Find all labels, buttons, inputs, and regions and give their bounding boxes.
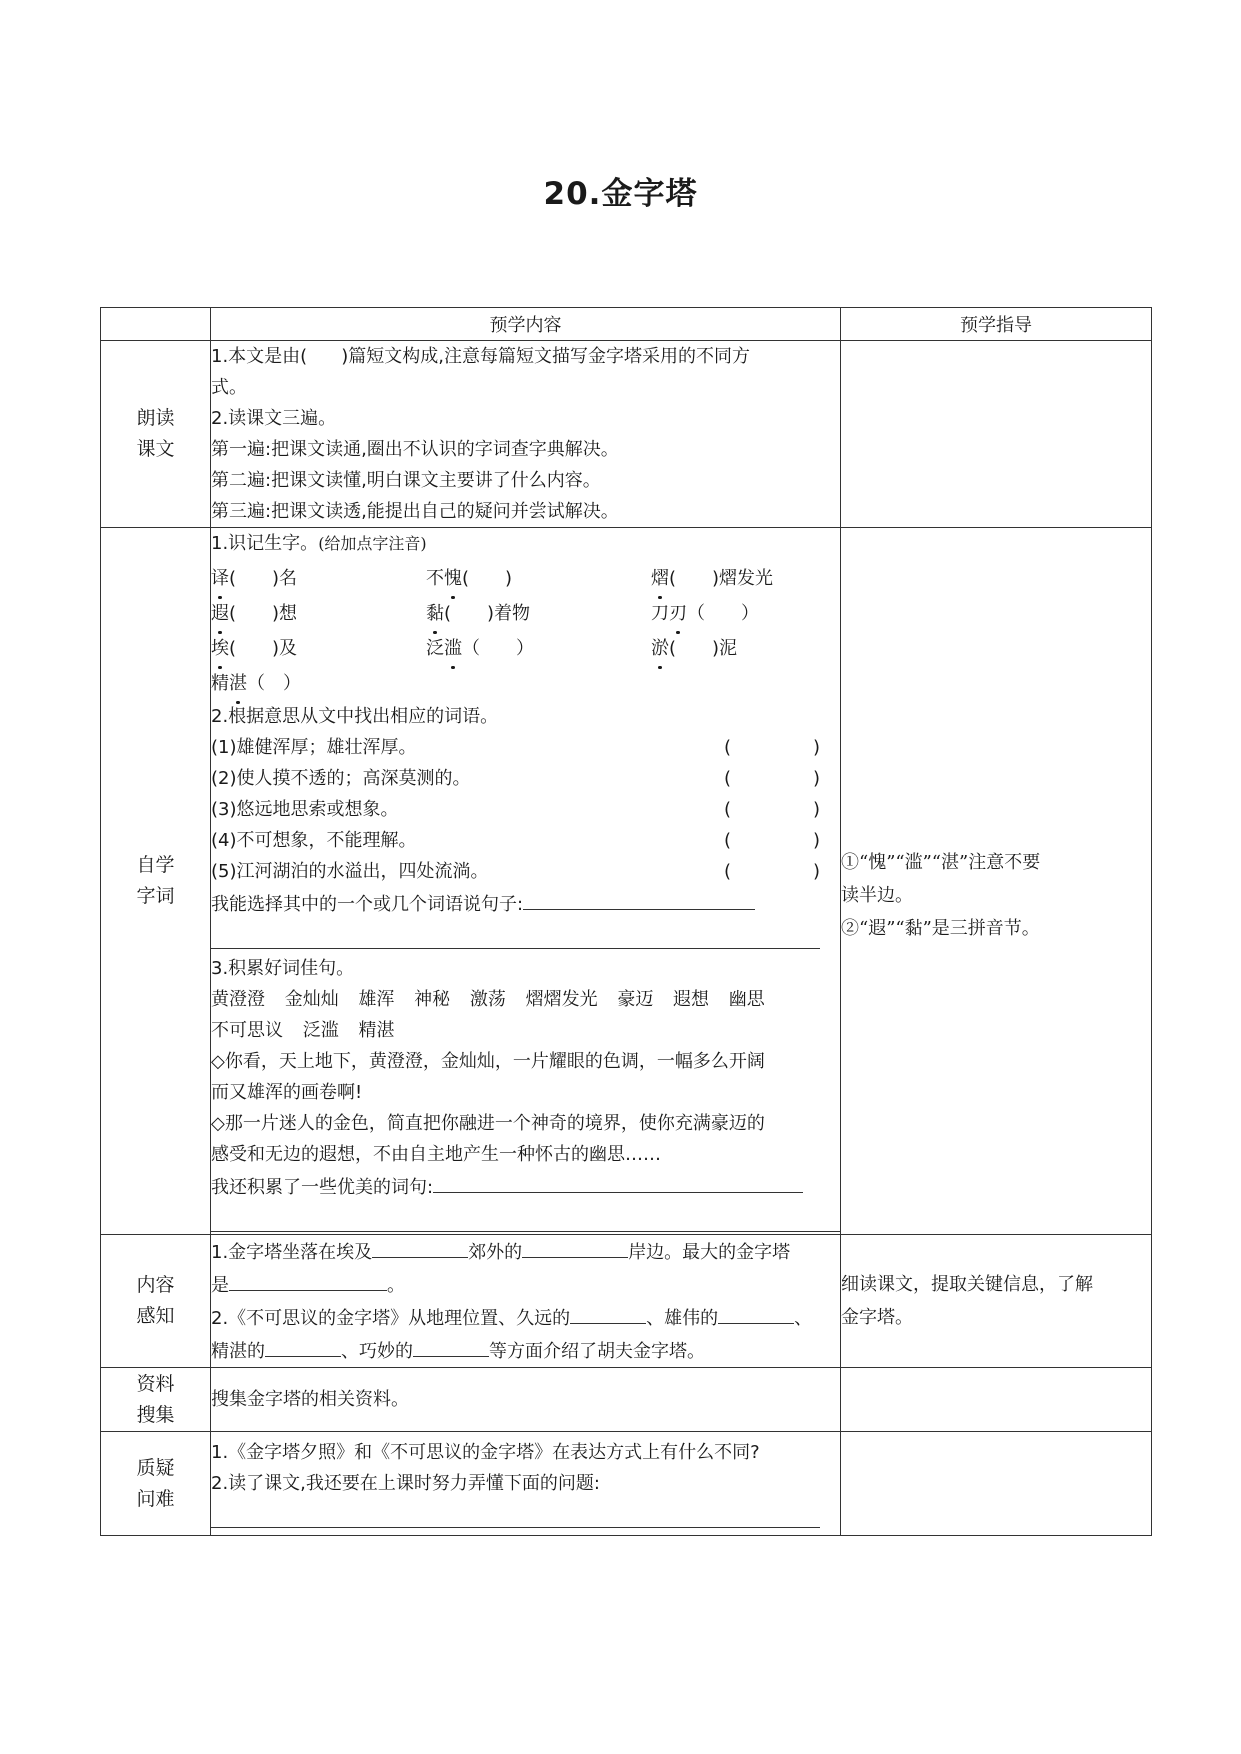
answer-paren[interactable]: ( ) [724, 799, 820, 820]
accumulate-line[interactable] [211, 1203, 840, 1232]
content-perception [211, 1235, 841, 1368]
row-questions [101, 1432, 1152, 1536]
content-line-3: 2.《不可思议的金字塔》从地理位置、久远的 、雄伟的 、 [211, 1301, 840, 1334]
row-label-reading: 朗读 课文 [101, 341, 211, 528]
material-content: 搜集金字塔的相关资料。 [211, 1368, 841, 1432]
char-item[interactable]: 淤( )泥 [651, 633, 831, 664]
char-item[interactable]: 精湛（ ） [211, 668, 426, 699]
reading-content [211, 341, 841, 528]
header-content: 预学内容 [211, 308, 841, 341]
question-line[interactable] [211, 1499, 820, 1528]
accumulate-prompt: 我还积累了一些优美的词句: [211, 1170, 840, 1203]
reading-line-1: 1.本文是由( )篇短文构成,注意每篇短文描写金字塔采用的不同方 [211, 346, 750, 367]
blank-largest[interactable] [229, 1268, 387, 1291]
reading-line-4: 第一遍:把课文读通,圈出不认识的字词查字典解决。 [211, 439, 619, 460]
char-grid [211, 563, 840, 699]
header-guide: 预学指导 [841, 308, 1152, 341]
blank-majesty[interactable] [718, 1301, 794, 1324]
quote-1-line-2: 而又雄浑的画卷啊! [211, 1082, 363, 1103]
sentence-prompt: 我能选择其中的一个或几个词语说句子: [211, 887, 840, 920]
question-2: 2.读了课文,我还要在上课时努力弄懂下面的问题: [211, 1473, 600, 1494]
quote-1-line-1: ◇你看，天上地下，黄澄澄，金灿灿，一片耀眼的色调，一幅多么开阔 [211, 1051, 765, 1072]
row-label-questions: 质疑 问难 [101, 1432, 211, 1536]
meaning-row: (1)雄健浑厚；雄壮浑厚。 ( ) [211, 732, 840, 763]
content-line-4: 精湛的 、巧妙的 等方面介绍了胡夫金字塔。 [211, 1334, 840, 1367]
content-guide: 细读课文，提取关键信息，了解 金字塔。 [841, 1235, 1152, 1368]
sentence-line[interactable] [211, 920, 820, 949]
char-item[interactable]: 埃( )及 [211, 633, 426, 664]
row-reading [101, 341, 1152, 528]
blank-exquisite[interactable] [265, 1334, 341, 1357]
meaning-row: (4)不可想象，不能理解。 ( ) [211, 825, 840, 856]
answer-paren[interactable]: ( ) [724, 768, 820, 789]
row-label-vocab: 自学 字词 [101, 528, 211, 1235]
good-words-line-1: 黄澄澄 金灿灿 雄浑 神秘 激荡 熠熠发光 豪迈 遐想 幽思 [211, 989, 765, 1010]
vocab-guide: ①“愧”“滥”“湛”注意不要 读半边。 ②“遐”“黏”是三拼音节。 [841, 528, 1152, 1235]
sentence-blank[interactable] [523, 887, 755, 910]
answer-paren[interactable]: ( ) [724, 737, 820, 758]
reading-line-5: 第二遍:把课文读懂,明白课文主要讲了什么内容。 [211, 470, 601, 491]
vocab-section-3-title: 3.积累好词佳句。 [211, 958, 355, 979]
questions-guide [841, 1432, 1152, 1536]
blank-river[interactable] [522, 1235, 628, 1258]
blank-age[interactable] [570, 1301, 646, 1324]
row-label-material: 资料 搜集 [101, 1368, 211, 1432]
answer-paren[interactable]: ( ) [724, 830, 820, 851]
good-words-line-2: 不可思议 泛滥 精湛 [211, 1020, 395, 1041]
blank-location[interactable] [372, 1235, 468, 1258]
vocab-section-2-title: 2.根据意思从文中找出相应的词语。 [211, 706, 499, 727]
meaning-row: (2)使人摸不透的；高深莫测的。 ( ) [211, 763, 840, 794]
preview-table [100, 307, 1152, 1536]
header-empty [101, 308, 211, 341]
row-vocab [101, 528, 1152, 1235]
meaning-row: (5)江河湖泊的水溢出，四处流淌。 ( ) [211, 856, 840, 887]
quote-2-line-2: 感受和无边的遐想，不由自主地产生一种怀古的幽思…… [211, 1144, 661, 1165]
questions-content [211, 1432, 841, 1536]
vocab-content [211, 528, 841, 1235]
char-item[interactable]: 熠( )熠发光 [651, 563, 831, 594]
char-item[interactable]: 黏( )着物 [426, 598, 651, 629]
reading-line-2: 式。 [211, 377, 247, 398]
row-label-content: 内容 感知 [101, 1235, 211, 1368]
content-line-2: 是 。 [211, 1268, 840, 1301]
answer-paren[interactable]: ( ) [724, 861, 820, 882]
row-material [101, 1368, 1152, 1432]
header-row [101, 308, 1152, 341]
question-1: 1.《金字塔夕照》和《不可思议的金字塔》在表达方式上有什么不同? [211, 1442, 760, 1463]
accumulate-blank[interactable] [433, 1170, 803, 1193]
meaning-row: (3)悠远地思索或想象。 ( ) [211, 794, 840, 825]
char-item[interactable]: 遐( )想 [211, 598, 426, 629]
reading-line-6: 第三遍:把课文读透,能提出自己的疑问并尝试解决。 [211, 501, 619, 522]
reading-guide [841, 341, 1152, 528]
char-item[interactable]: 泛滥（ ） [426, 633, 651, 664]
row-content [101, 1235, 1152, 1368]
char-item[interactable]: 刀刃（ ） [651, 598, 831, 629]
char-item[interactable]: 译( )名 [211, 563, 426, 594]
char-item[interactable]: 不愧( ) [426, 563, 651, 594]
vocab-section-1-title: 1.识记生字。(给加点字注音) [211, 533, 427, 554]
material-guide [841, 1368, 1152, 1432]
content-line-1: 1.金字塔坐落在埃及 郊外的 岸边。最大的金字塔 [211, 1235, 840, 1268]
blank-ingenious[interactable] [413, 1334, 489, 1357]
page-title: 20.金字塔 [543, 176, 698, 212]
reading-line-3: 2.读课文三遍。 [211, 408, 337, 429]
quote-2-line-1: ◇那一片迷人的金色，简直把你融进一个神奇的境界，使你充满豪迈的 [211, 1113, 765, 1134]
